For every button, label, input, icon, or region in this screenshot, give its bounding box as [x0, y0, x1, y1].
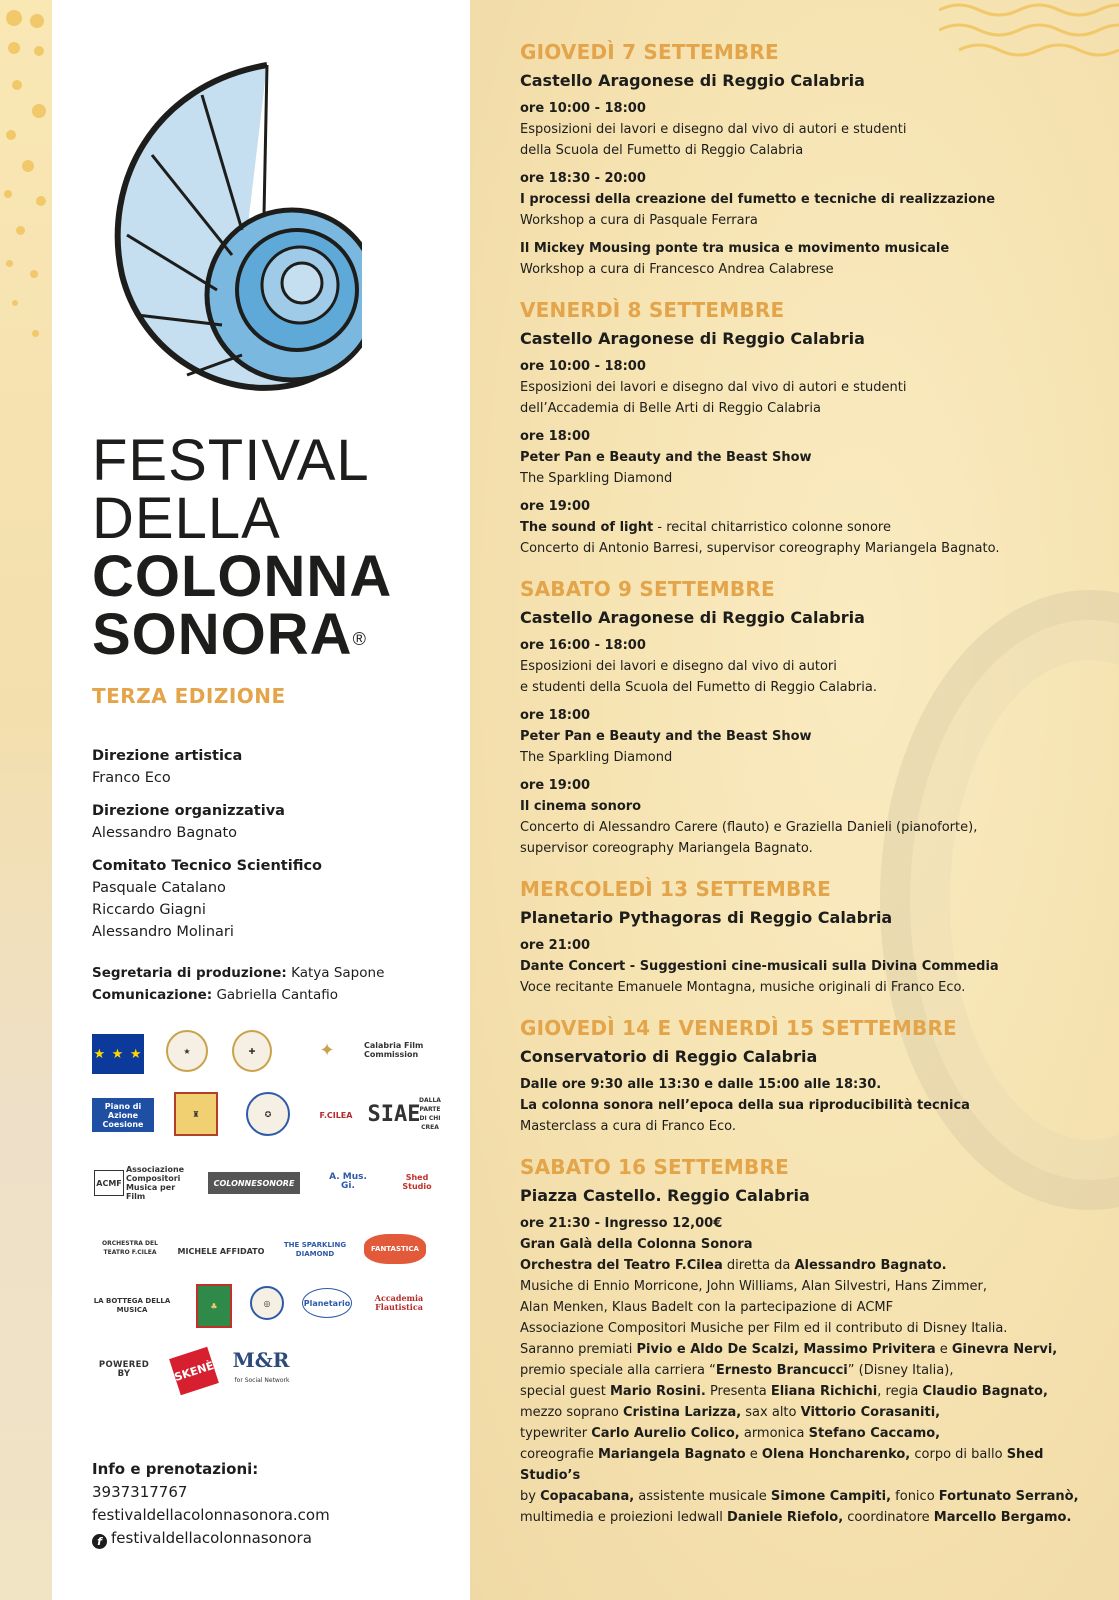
- day-title: SABATO 16 SETTEMBRE: [520, 1155, 789, 1179]
- event-time: ore 10:00 - 18:00: [520, 359, 646, 374]
- decorative-dot: [22, 160, 34, 172]
- decorative-dot: [36, 196, 46, 206]
- city-coat-of-arms-icon: ♜: [174, 1092, 218, 1136]
- phone-number[interactable]: 3937317767: [92, 1483, 188, 1501]
- credit-name: Alessandro Bagnato: [92, 825, 238, 841]
- program-event: [520, 98, 1080, 161]
- orchestra-logo: ORCHESTRA DEL TEATRO F.CILEA: [102, 1240, 158, 1256]
- fantastica-logo: FANTASTICA: [364, 1234, 426, 1264]
- event-description: dell’Accademia di Belle Arti di Reggio Calabria: [520, 401, 821, 416]
- decorative-dot: [6, 10, 22, 26]
- venue-name: Planetario Pythagoras di Reggio Calabria: [520, 908, 893, 927]
- event-time: ore 18:30 - 20:00: [520, 171, 646, 186]
- event-description: Alan Menken, Klaus Badelt con la partecipazione di ACMF: [520, 1300, 894, 1315]
- day-title: MERCOLEDÌ 13 SETTEMBRE: [520, 877, 831, 901]
- nautilus-shell-icon: [92, 55, 362, 405]
- acmf-logo: ACMF: [94, 1170, 124, 1196]
- event-description: Esposizioni dei lavori e disegno dal vivo di autori: [520, 659, 837, 674]
- event-description: Voce recitante Emanuele Montagna, musiche originali di Franco Eco.: [520, 980, 966, 995]
- event-description: Orchestra del Teatro F.Cilea diretta da Alessandro Bagnato.: [520, 1258, 947, 1273]
- decorative-dot: [12, 300, 18, 306]
- piano-azione-coesione-logo: Piano di Azione Coesione: [92, 1098, 154, 1132]
- staff-list: [92, 962, 384, 1006]
- mr-logo: M&R: [232, 1347, 290, 1372]
- facebook-link[interactable]: f festivaldellacolonnasonora: [92, 1527, 330, 1550]
- eu-flag-icon: ★ ★ ★: [92, 1034, 144, 1074]
- credit-block: [92, 800, 322, 844]
- staff-row: Segretaria di produzione: Katya Sapone: [92, 965, 385, 981]
- venue-name: Castello Aragonese di Reggio Calabria: [520, 329, 865, 348]
- colonnesonore-logo: COLONNESONORE: [208, 1172, 300, 1194]
- program-event: [520, 1074, 1080, 1137]
- decorative-dot: [6, 130, 16, 140]
- siae-logo: SIAE: [367, 1101, 421, 1127]
- title-line-1: FESTIVAL: [92, 428, 370, 493]
- event-title: I processi della creazione del fumetto e tecniche di realizzazione: [520, 192, 996, 207]
- event-description: Workshop a cura di Francesco Andrea Calabrese: [520, 262, 834, 277]
- event-description: Concerto di Alessandro Carere (flauto) e Graziella Danieli (pianoforte),: [520, 820, 978, 835]
- credit-role: Comitato Tecnico Scientifico: [92, 858, 323, 874]
- event-description: mezzo soprano Cristina Larizza, sax alto Vittorio Corasaniti,: [520, 1405, 941, 1420]
- credit-name: Pasquale Catalano: [92, 880, 226, 896]
- decorative-dot: [32, 330, 39, 337]
- powered-by-label: POWERED BY: [98, 1360, 150, 1379]
- decorative-dot: [34, 46, 44, 56]
- day-title: GIOVEDÌ 7 SETTEMBRE: [520, 40, 779, 64]
- program-event: [520, 356, 1080, 419]
- event-time: ore 16:00 - 18:00: [520, 638, 646, 653]
- italian-republic-emblem-icon: ★: [166, 1030, 208, 1072]
- info-box: [92, 1458, 330, 1550]
- decorative-dot: [30, 14, 44, 28]
- event-description: Workshop a cura di Pasquale Ferrara: [520, 213, 758, 228]
- event-title: Peter Pan e Beauty and the Beast Show: [520, 729, 812, 744]
- event-time: ore 21:00: [520, 938, 591, 953]
- title-line-3: COLONNA: [92, 544, 393, 609]
- program-event: [520, 705, 1080, 768]
- bottega-musica-logo: LA BOTTEGA DELLA MUSICA: [93, 1297, 171, 1314]
- michele-affidato-logo: MICHELE AFFIDATO: [177, 1246, 265, 1256]
- event-title: Dante Concert - Suggestioni cine-musicali sulla Divina Commedia: [520, 959, 999, 974]
- event-description: supervisor coreography Mariangela Bagnato.: [520, 841, 813, 856]
- venue-name: Piazza Castello. Reggio Calabria: [520, 1186, 810, 1205]
- event-description: The Sparkling Diamond: [520, 471, 673, 486]
- event-title: Peter Pan e Beauty and the Beast Show: [520, 450, 812, 465]
- program-event: [520, 935, 1080, 998]
- decorative-dot: [32, 104, 46, 118]
- event-description: Concerto di Antonio Barresi, supervisor coreography Mariangela Bagnato.: [520, 541, 1000, 556]
- credit-block: [92, 745, 322, 789]
- decorative-dot: [16, 226, 25, 235]
- decorative-dot: [12, 80, 22, 90]
- siae-tagline: DALLA PARTE DI CHI CREA: [419, 1097, 441, 1131]
- staff-row: Comunicazione: Gabriella Cantafio: [92, 987, 338, 1003]
- event-description: Masterclass a cura di Franco Eco.: [520, 1119, 736, 1134]
- program-day: [520, 296, 1080, 559]
- event-time: Dalle ore 9:30 alle 13:30 e dalle 15:00 alle 18:30.: [520, 1077, 882, 1092]
- club-seal-icon: ◎: [250, 1286, 284, 1320]
- program-event: [520, 426, 1080, 489]
- program-day: [520, 1153, 1080, 1528]
- event-title: La colonna sonora nell’epoca della sua riproducibilità tecnica: [520, 1098, 970, 1113]
- event-description: Esposizioni dei lavori e disegno dal vivo di autori e studenti: [520, 380, 907, 395]
- event-description: e studenti della Scuola del Fumetto di Reggio Calabria.: [520, 680, 877, 695]
- credit-name: Franco Eco: [92, 770, 171, 786]
- metropolitan-city-seal-icon: ✪: [246, 1092, 290, 1136]
- credit-block: [92, 855, 322, 943]
- facebook-icon: f: [92, 1534, 107, 1549]
- credit-name: Alessandro Molinari: [92, 924, 234, 940]
- event-description: special guest Mario Rosini. Presenta Eliana Richichi, regia Claudio Bagnato,: [520, 1384, 1048, 1399]
- event-description: della Scuola del Fumetto di Reggio Calabria: [520, 143, 804, 158]
- calabria-region-emblem-icon: ✚: [232, 1030, 272, 1072]
- acmf-name: Associazione Compositori Musica per Film: [125, 1165, 185, 1201]
- event-title: Il Mickey Mousing ponte tra musica e movimento musicale: [520, 241, 950, 256]
- event-description: Associazione Compositori Musiche per Film ed il contributo di Disney Italia.: [520, 1321, 1008, 1336]
- registered-mark: ®: [352, 629, 367, 649]
- sparkling-diamond-logo: THE SPARKLING DIAMOND: [283, 1241, 347, 1258]
- venue-name: Castello Aragonese di Reggio Calabria: [520, 608, 865, 627]
- venue-name: Castello Aragonese di Reggio Calabria: [520, 71, 865, 90]
- agimus-logo: A. Mus. Gi.: [329, 1172, 367, 1191]
- day-title: VENERDÌ 8 SETTEMBRE: [520, 298, 785, 322]
- event-description: premio speciale alla carriera “Ernesto Brancucci” (Disney Italia),: [520, 1363, 954, 1378]
- title-line-4: SONORA®: [92, 602, 367, 667]
- decorative-dot: [6, 260, 13, 267]
- program-schedule: [520, 38, 1080, 1544]
- event-time: ore 10:00 - 18:00: [520, 101, 646, 116]
- credits-list: [92, 745, 322, 954]
- info-heading: Info e prenotazioni:: [92, 1460, 259, 1478]
- event-title: Il cinema sonoro: [520, 799, 642, 814]
- calabria-film-commission-logo: Calabria Film Commission: [364, 1041, 424, 1059]
- program-event: [520, 168, 1080, 231]
- film-reel-icon: ✦: [319, 1039, 335, 1061]
- event-description: typewriter Carlo Aurelio Colico, armonica Stefano Caccamo,: [520, 1426, 941, 1441]
- left-decorative-strip: [0, 0, 52, 1600]
- event-description: multimedia e proiezioni ledwall Daniele Riefolo, coordinatore Marcello Bergamo.: [520, 1510, 1072, 1525]
- program-day: [520, 575, 1080, 859]
- left-info-panel: [52, 0, 470, 1600]
- program-event: [520, 238, 1080, 280]
- credit-role: Direzione organizzativa: [92, 803, 285, 819]
- planetario-logo: Planetario: [302, 1288, 352, 1318]
- event-description: The Sparkling Diamond: [520, 750, 673, 765]
- day-title: GIOVEDÌ 14 E VENERDÌ 15 SETTEMBRE: [520, 1016, 957, 1040]
- program-day: [520, 875, 1080, 998]
- decorative-dot: [30, 270, 38, 278]
- festival-title: [92, 428, 393, 667]
- event-description: Esposizioni dei lavori e disegno dal vivo di autori e studenti: [520, 122, 907, 137]
- program-event: [520, 496, 1080, 559]
- decorative-dot: [8, 42, 20, 54]
- event-time: ore 21:30 - Ingresso 12,00€: [520, 1216, 723, 1231]
- event-title: The sound of light - recital chitarristico colonne sonore: [520, 520, 891, 535]
- shed-studio-logo: Shed Studio: [402, 1173, 432, 1191]
- event-title: Gran Galà della Colonna Sonora: [520, 1237, 753, 1252]
- title-line-2: DELLA: [92, 486, 281, 551]
- edition-label: TERZA EDIZIONE: [92, 684, 286, 708]
- event-description: Saranno premiati Pivio e Aldo De Scalzi, Massimo Privitera e Ginevra Nervi,: [520, 1342, 1058, 1357]
- program-event: [520, 635, 1080, 698]
- website-link[interactable]: festivaldellacolonnasonora.com: [92, 1506, 330, 1524]
- mr-tagline: for Social Network: [234, 1376, 290, 1384]
- decorative-dot: [4, 190, 12, 198]
- event-description: by Copacabana, assistente musicale Simone Campiti, fonico Fortunato Serranò,: [520, 1489, 1079, 1504]
- cilea-logo: F.CILEA: [319, 1110, 353, 1120]
- event-time: ore 18:00: [520, 429, 591, 444]
- event-description: Musiche di Ennio Morricone, John Williams, Alan Silvestri, Hans Zimmer,: [520, 1279, 987, 1294]
- event-time: ore 18:00: [520, 708, 591, 723]
- event-description: coreografie Mariangela Bagnato e Olena Honcharenko, corpo di ballo Shed Studio’s: [520, 1447, 1044, 1483]
- event-time: ore 19:00: [520, 778, 591, 793]
- sponsor-logos: [92, 1039, 452, 1420]
- program-event: [520, 775, 1080, 859]
- credit-role: Direzione artistica: [92, 748, 243, 764]
- program-event: [520, 1213, 1080, 1528]
- accademia-flautistica-logo: Accademia Flautistica: [374, 1293, 424, 1312]
- program-day: [520, 1014, 1080, 1137]
- venue-name: Conservatorio di Reggio Calabria: [520, 1047, 818, 1066]
- credit-name: Riccardo Giagni: [92, 902, 206, 918]
- event-time: ore 19:00: [520, 499, 591, 514]
- program-day: [520, 38, 1080, 280]
- cultural-association-logo: ♣: [196, 1284, 232, 1328]
- day-title: SABATO 9 SETTEMBRE: [520, 577, 775, 601]
- skene-logo: SKENÈ: [169, 1347, 219, 1396]
